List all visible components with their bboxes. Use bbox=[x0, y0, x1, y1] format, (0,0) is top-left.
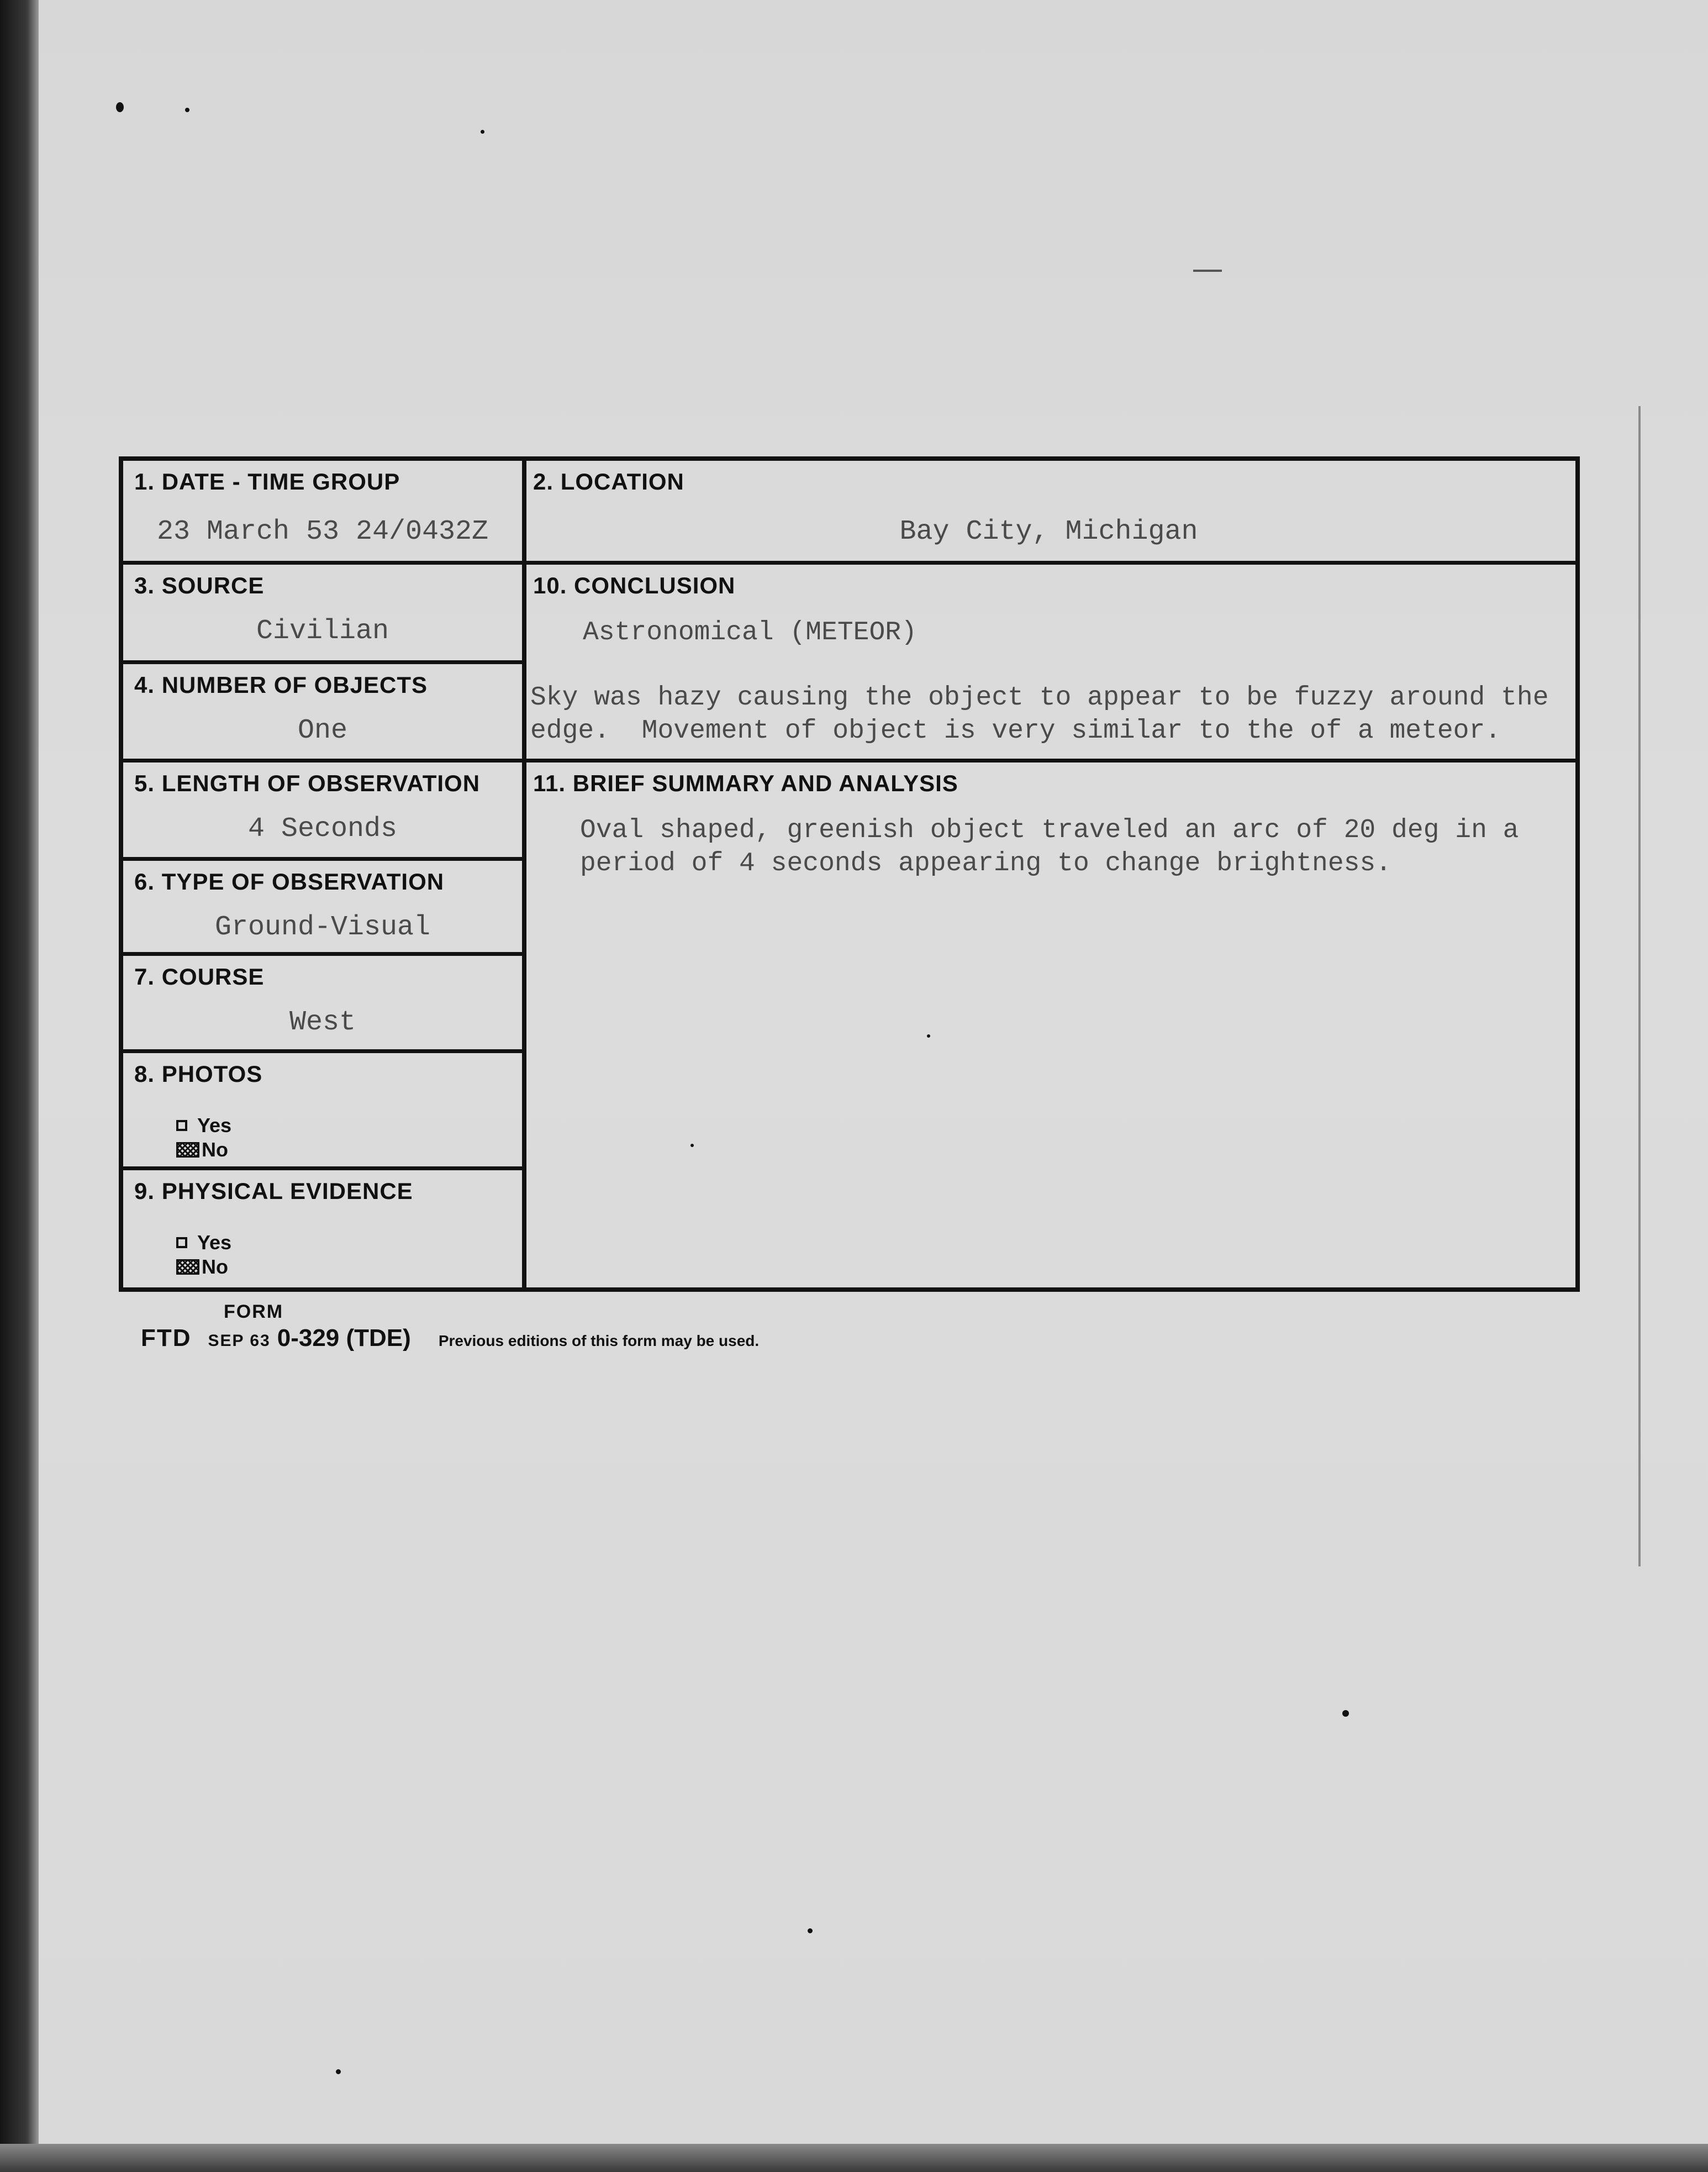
physical-evidence-no-label: No bbox=[202, 1255, 228, 1278]
footer-form-number: 0-329 (TDE) bbox=[277, 1324, 411, 1351]
photos-no-option[interactable] bbox=[176, 1138, 228, 1161]
footer-date: SEP 63 bbox=[208, 1332, 271, 1350]
number-of-objects-cell bbox=[123, 664, 522, 762]
length-of-observation-value: 4 Seconds bbox=[247, 813, 398, 845]
conclusion-cell bbox=[522, 565, 1575, 762]
physical-evidence-yes-option[interactable] bbox=[176, 1231, 231, 1254]
scan-left-shadow bbox=[0, 0, 39, 2172]
checkbox-checked-icon[interactable] bbox=[176, 1142, 199, 1158]
checkbox-checked-icon[interactable] bbox=[176, 1259, 199, 1275]
scan-bottom-shadow bbox=[0, 2144, 1708, 2172]
date-time-label: 1. DATE - TIME GROUP bbox=[134, 469, 400, 495]
physical-evidence-no-option[interactable] bbox=[176, 1255, 228, 1279]
course-cell bbox=[123, 956, 522, 1053]
scan-speck bbox=[185, 108, 189, 112]
summary-line-1: Oval shaped, greenish object traveled an arc of 20 deg in a bbox=[580, 816, 1519, 845]
footer-form-word: FORM bbox=[224, 1301, 284, 1322]
date-time-value: 23 March 53 24/0432Z bbox=[156, 516, 489, 548]
number-of-objects-value: One bbox=[297, 715, 347, 746]
checkbox-empty-icon[interactable] bbox=[176, 1237, 187, 1248]
form-right-column bbox=[522, 461, 1575, 1287]
number-of-objects-label: 4. NUMBER OF OBJECTS bbox=[134, 672, 428, 698]
scan-mark bbox=[1193, 270, 1222, 272]
type-of-observation-cell bbox=[123, 861, 522, 956]
photos-yes-option[interactable] bbox=[176, 1114, 231, 1137]
footer-ftd: FTD bbox=[141, 1324, 192, 1351]
source-cell bbox=[123, 565, 522, 664]
scan-mark bbox=[1638, 406, 1641, 1566]
conclusion-comment-line-1: Sky was hazy causing the object to appear to be fuzzy around the bbox=[530, 683, 1549, 713]
location-value: Bay City, Michigan bbox=[899, 516, 1198, 548]
photos-label: 8. PHOTOS bbox=[134, 1061, 263, 1087]
course-label: 7. COURSE bbox=[134, 964, 265, 990]
footer-note: Previous editions of this form may be used. bbox=[438, 1332, 760, 1349]
length-of-observation-label: 5. LENGTH OF OBSERVATION bbox=[134, 770, 481, 796]
length-of-observation-cell bbox=[123, 762, 522, 861]
footer-line bbox=[141, 1324, 759, 1352]
scan-speck bbox=[336, 2069, 341, 2074]
date-time-cell bbox=[123, 461, 522, 565]
conclusion-label: 10. CONCLUSION bbox=[533, 572, 736, 598]
conclusion-value: Astronomical (METEOR) bbox=[583, 618, 917, 648]
summary-cell bbox=[522, 762, 1575, 1287]
photos-yes-label: Yes bbox=[197, 1114, 232, 1137]
form-left-column bbox=[123, 461, 526, 1287]
scan-speck bbox=[1342, 1710, 1349, 1717]
physical-evidence-label: 9. PHYSICAL EVIDENCE bbox=[134, 1178, 413, 1204]
summary-label: 11. BRIEF SUMMARY AND ANALYSIS bbox=[533, 770, 958, 796]
type-of-observation-value: Ground-Visual bbox=[214, 912, 431, 943]
physical-evidence-cell bbox=[123, 1170, 522, 1287]
scan-speck bbox=[808, 1928, 813, 1933]
conclusion-comment-line-2: edge. Movement of object is very similar to the of a meteor. bbox=[530, 716, 1501, 746]
location-label: 2. LOCATION bbox=[533, 469, 684, 495]
location-cell bbox=[522, 461, 1575, 565]
photos-cell bbox=[123, 1053, 522, 1170]
summary-line-2: period of 4 seconds appearing to change brightness. bbox=[580, 849, 1392, 879]
report-form bbox=[119, 456, 1580, 1292]
source-label: 3. SOURCE bbox=[134, 572, 265, 598]
type-of-observation-label: 6. TYPE OF OBSERVATION bbox=[134, 869, 445, 895]
photos-no-label: No bbox=[202, 1138, 228, 1161]
source-value: Civilian bbox=[256, 616, 389, 647]
scan-speck bbox=[481, 130, 484, 134]
physical-evidence-yes-label: Yes bbox=[197, 1231, 232, 1254]
scan-speck bbox=[116, 102, 124, 112]
course-value: West bbox=[289, 1007, 356, 1038]
checkbox-empty-icon[interactable] bbox=[176, 1120, 187, 1131]
